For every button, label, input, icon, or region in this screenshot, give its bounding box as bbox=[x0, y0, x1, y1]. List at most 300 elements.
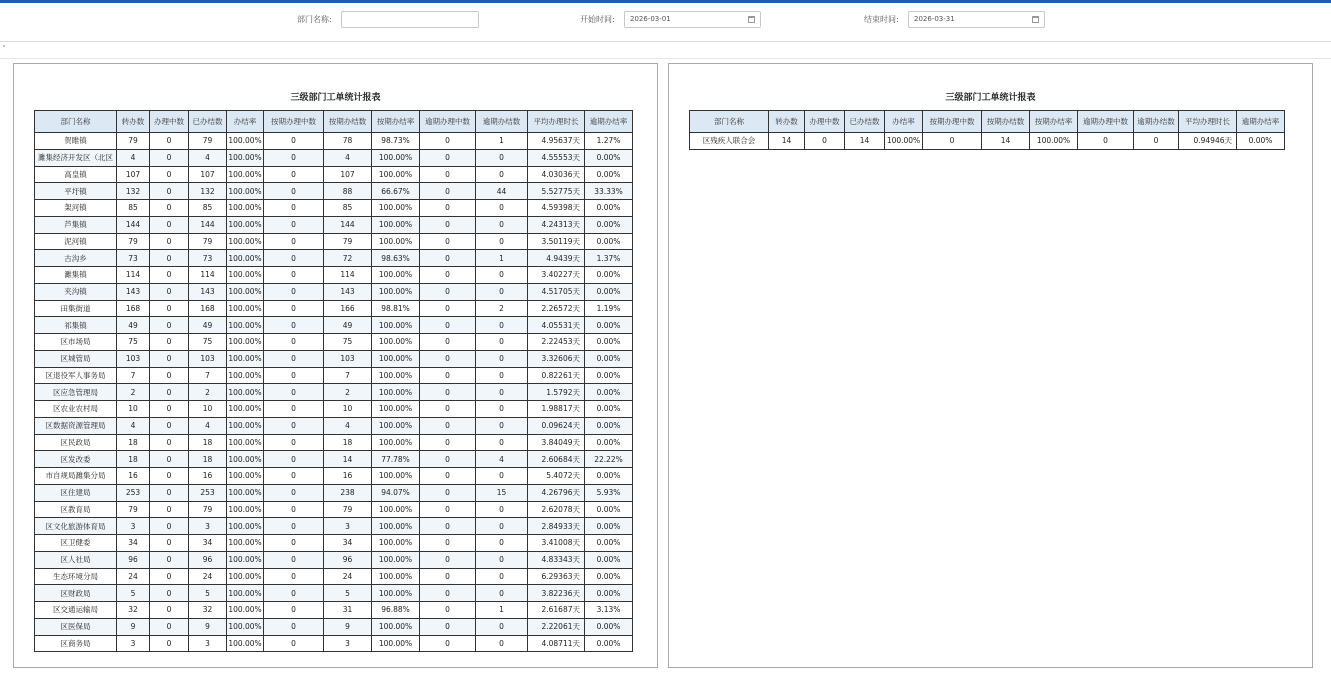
table-row bbox=[35, 568, 633, 585]
table-header-row bbox=[690, 111, 1285, 133]
table-cell: 15 bbox=[476, 484, 528, 501]
table-row bbox=[35, 551, 633, 568]
table-row bbox=[35, 602, 633, 619]
table-cell: 5 bbox=[117, 585, 150, 602]
table-cell: 100.00% bbox=[372, 350, 420, 367]
table-cell: 100.00% bbox=[372, 585, 420, 602]
table-cell: 18 bbox=[324, 434, 372, 451]
table-cell: 0 bbox=[476, 233, 528, 250]
table-cell: 1 bbox=[476, 133, 528, 150]
table-cell: 100.00% bbox=[372, 317, 420, 334]
column-header: 部门名称 bbox=[690, 111, 769, 133]
table-cell: 79 bbox=[324, 233, 372, 250]
table-cell: 0.00% bbox=[585, 200, 633, 217]
table-cell: 0 bbox=[264, 618, 324, 635]
table-cell: 0 bbox=[420, 468, 476, 485]
dept-name-cell: 区应急管理局 bbox=[35, 384, 117, 401]
table-cell: 0 bbox=[420, 149, 476, 166]
table-cell: 0 bbox=[420, 535, 476, 552]
table-cell: 9 bbox=[324, 618, 372, 635]
table-cell: 32 bbox=[189, 602, 227, 619]
table-cell: 0 bbox=[264, 350, 324, 367]
table-cell: 100.00% bbox=[885, 133, 923, 150]
table-cell: 2.61687天 bbox=[528, 602, 585, 619]
table-cell: 0 bbox=[150, 267, 189, 284]
dept-name-cell: 区文化旅游体育局 bbox=[35, 518, 117, 535]
table-cell: 100.00% bbox=[227, 551, 264, 568]
table-cell: 0 bbox=[264, 535, 324, 552]
table-cell: 4.9439天 bbox=[528, 250, 585, 267]
table-cell: 0.00% bbox=[585, 434, 633, 451]
dept-name-cell: 区数据资源管理局 bbox=[35, 417, 117, 434]
table-cell: 5 bbox=[324, 585, 372, 602]
table-cell: 0 bbox=[264, 149, 324, 166]
table-cell: 0 bbox=[476, 468, 528, 485]
table-cell: 0 bbox=[264, 401, 324, 418]
table-row bbox=[35, 434, 633, 451]
dept-name-cell: 濉集镇 bbox=[35, 267, 117, 284]
table-cell: 7 bbox=[189, 367, 227, 384]
table-cell: 100.00% bbox=[372, 149, 420, 166]
column-header: 办结率 bbox=[227, 111, 264, 133]
table-cell: 0 bbox=[264, 518, 324, 535]
table-cell: 4 bbox=[324, 417, 372, 434]
column-header: 办理中数 bbox=[150, 111, 189, 133]
table-cell: 0 bbox=[264, 602, 324, 619]
table-cell: 3 bbox=[324, 518, 372, 535]
table-cell: 100.00% bbox=[227, 149, 264, 166]
column-header: 按期办结数 bbox=[324, 111, 372, 133]
table-row bbox=[35, 200, 633, 217]
table-cell: 0 bbox=[150, 216, 189, 233]
dept-name-cell: 濉集经济开发区（北区 bbox=[35, 149, 117, 166]
table-cell: 16 bbox=[189, 468, 227, 485]
calendar-icon[interactable] bbox=[1032, 16, 1039, 23]
table-row bbox=[690, 133, 1285, 150]
table-cell: 2.84933天 bbox=[528, 518, 585, 535]
table-cell: 107 bbox=[117, 166, 150, 183]
table-cell: 0 bbox=[150, 635, 189, 652]
table-cell: 103 bbox=[117, 350, 150, 367]
table-cell: 0.00% bbox=[585, 635, 633, 652]
table-cell: 132 bbox=[189, 183, 227, 200]
calendar-icon[interactable] bbox=[748, 16, 755, 23]
table-cell: 18 bbox=[117, 434, 150, 451]
table-cell: 0 bbox=[476, 317, 528, 334]
table-cell: 100.00% bbox=[372, 367, 420, 384]
table-cell: 0 bbox=[150, 551, 189, 568]
table-cell: 72 bbox=[324, 250, 372, 267]
column-header: 转办数 bbox=[769, 111, 805, 133]
dept-name-cell: 区发改委 bbox=[35, 451, 117, 468]
table-cell: 0 bbox=[264, 334, 324, 351]
table-cell: 10 bbox=[189, 401, 227, 418]
column-header: 逾期办理中数 bbox=[420, 111, 476, 133]
table-cell: 0 bbox=[420, 434, 476, 451]
table-cell: 66.67% bbox=[372, 183, 420, 200]
table-cell: 0 bbox=[150, 618, 189, 635]
table-cell: 0 bbox=[805, 133, 845, 150]
report-table bbox=[34, 110, 633, 652]
table-cell: 100.00% bbox=[372, 434, 420, 451]
table-cell: 10 bbox=[117, 401, 150, 418]
table-cell: 0 bbox=[420, 350, 476, 367]
dept-name-cell: 平圩镇 bbox=[35, 183, 117, 200]
table-cell: 0.00% bbox=[585, 585, 633, 602]
table-row bbox=[35, 501, 633, 518]
table-cell: 24 bbox=[189, 568, 227, 585]
table-row bbox=[35, 535, 633, 552]
table-cell: 0 bbox=[264, 468, 324, 485]
table-cell: 144 bbox=[117, 216, 150, 233]
dept-name-cell: 区人社局 bbox=[35, 551, 117, 568]
table-cell: 0 bbox=[420, 551, 476, 568]
table-cell: 100.00% bbox=[227, 602, 264, 619]
dept-name-cell: 贺睢镇 bbox=[35, 133, 117, 150]
table-cell: 4 bbox=[189, 149, 227, 166]
table-cell: 0.00% bbox=[585, 149, 633, 166]
table-cell: 24 bbox=[117, 568, 150, 585]
table-cell: 0 bbox=[420, 233, 476, 250]
table-cell: 34 bbox=[117, 535, 150, 552]
column-header: 按期办结率 bbox=[1030, 111, 1078, 133]
table-cell: 4.03036天 bbox=[528, 166, 585, 183]
table-cell: 49 bbox=[324, 317, 372, 334]
table-cell: 100.00% bbox=[227, 250, 264, 267]
table-cell: 75 bbox=[117, 334, 150, 351]
table-cell: 0 bbox=[264, 250, 324, 267]
table-cell: 100.00% bbox=[227, 585, 264, 602]
table-cell: 0 bbox=[420, 501, 476, 518]
table-cell: 16 bbox=[117, 468, 150, 485]
table-cell: 3.82236天 bbox=[528, 585, 585, 602]
table-cell: 103 bbox=[189, 350, 227, 367]
table-cell: 98.63% bbox=[372, 250, 420, 267]
table-row bbox=[35, 183, 633, 200]
table-row bbox=[35, 417, 633, 434]
table-row bbox=[35, 216, 633, 233]
table-cell: 0 bbox=[476, 384, 528, 401]
table-cell: 85 bbox=[117, 200, 150, 217]
section-divider bbox=[0, 58, 1331, 59]
dept-name-cell: 架河镇 bbox=[35, 200, 117, 217]
table-cell: 22.22% bbox=[585, 451, 633, 468]
table-cell: 0 bbox=[264, 568, 324, 585]
dept-name-cell: 区教育局 bbox=[35, 501, 117, 518]
table-cell: 0 bbox=[476, 535, 528, 552]
table-cell: 0 bbox=[923, 133, 982, 150]
table-cell: 100.00% bbox=[227, 535, 264, 552]
table-cell: 0 bbox=[1134, 133, 1179, 150]
table-cell: 143 bbox=[324, 283, 372, 300]
table-cell: 100.00% bbox=[372, 535, 420, 552]
table-row bbox=[35, 484, 633, 501]
table-cell: 4.24313天 bbox=[528, 216, 585, 233]
table-row bbox=[35, 166, 633, 183]
table-cell: 100.00% bbox=[227, 417, 264, 434]
table-cell: 0 bbox=[476, 401, 528, 418]
table-cell: 0.00% bbox=[585, 551, 633, 568]
table-cell: 0 bbox=[264, 183, 324, 200]
table-cell: 49 bbox=[117, 317, 150, 334]
column-header: 转办数 bbox=[117, 111, 150, 133]
table-cell: 0 bbox=[150, 183, 189, 200]
table-cell: 33.33% bbox=[585, 183, 633, 200]
table-cell: 107 bbox=[324, 166, 372, 183]
table-cell: 253 bbox=[117, 484, 150, 501]
table-cell: 79 bbox=[189, 133, 227, 150]
table-cell: 100.00% bbox=[227, 183, 264, 200]
table-cell: 2.22061天 bbox=[528, 618, 585, 635]
table-cell: 100.00% bbox=[227, 334, 264, 351]
table-cell: 16 bbox=[324, 468, 372, 485]
table-cell: 5.4072天 bbox=[528, 468, 585, 485]
start-time-label: 开始时间: bbox=[580, 15, 615, 24]
table-cell: 0.00% bbox=[585, 618, 633, 635]
dept-name-cell: 区退役军人事务局 bbox=[35, 367, 117, 384]
table-cell: 0 bbox=[150, 166, 189, 183]
table-cell: 3 bbox=[117, 518, 150, 535]
table-cell: 0.00% bbox=[585, 350, 633, 367]
table-cell: 100.00% bbox=[227, 317, 264, 334]
dept-name-cell: 区市场局 bbox=[35, 334, 117, 351]
table-cell: 0 bbox=[150, 434, 189, 451]
table-cell: 3 bbox=[324, 635, 372, 652]
table-cell: 4 bbox=[324, 149, 372, 166]
table-cell: 144 bbox=[189, 216, 227, 233]
table-cell: 100.00% bbox=[227, 283, 264, 300]
column-header: 逾期办结率 bbox=[1237, 111, 1285, 133]
table-cell: 0 bbox=[476, 149, 528, 166]
table-cell: 3 bbox=[117, 635, 150, 652]
table-cell: 79 bbox=[117, 133, 150, 150]
table-cell: 0.00% bbox=[585, 317, 633, 334]
table-row bbox=[35, 585, 633, 602]
table-cell: 100.00% bbox=[227, 518, 264, 535]
table-cell: 0.00% bbox=[1237, 133, 1285, 150]
table-cell: 0 bbox=[264, 451, 324, 468]
table-cell: 5.52775天 bbox=[528, 183, 585, 200]
table-cell: 0 bbox=[150, 149, 189, 166]
report-panel-right bbox=[668, 63, 1313, 668]
table-cell: 100.00% bbox=[227, 350, 264, 367]
table-cell: 1.98817天 bbox=[528, 401, 585, 418]
table-cell: 0 bbox=[420, 618, 476, 635]
table-cell: 0 bbox=[150, 350, 189, 367]
table-cell: 0 bbox=[420, 216, 476, 233]
table-cell: 0 bbox=[264, 417, 324, 434]
table-cell: 100.00% bbox=[227, 501, 264, 518]
dept-name-cell: 区残疾人联合会 bbox=[690, 133, 769, 150]
table-cell: 0.00% bbox=[585, 401, 633, 418]
table-cell: 1.37% bbox=[585, 250, 633, 267]
table-cell: 0 bbox=[420, 384, 476, 401]
table-cell: 0 bbox=[150, 300, 189, 317]
table-cell: 0.00% bbox=[585, 283, 633, 300]
table-cell: 0.00% bbox=[585, 166, 633, 183]
table-cell: 0 bbox=[420, 401, 476, 418]
table-cell: 4.05531天 bbox=[528, 317, 585, 334]
end-time-label: 结束时间: bbox=[864, 15, 899, 24]
collapse-toggle-icon[interactable]: ˅ bbox=[2, 45, 6, 53]
table-cell: 0 bbox=[150, 384, 189, 401]
table-cell: 0 bbox=[420, 317, 476, 334]
table-cell: 0 bbox=[420, 300, 476, 317]
table-cell: 100.00% bbox=[227, 133, 264, 150]
table-cell: 0 bbox=[420, 283, 476, 300]
table-cell: 4.08711天 bbox=[528, 635, 585, 652]
table-cell: 0 bbox=[150, 468, 189, 485]
table-cell: 100.00% bbox=[227, 384, 264, 401]
dept-name-input[interactable] bbox=[341, 11, 479, 28]
table-cell: 96.88% bbox=[372, 602, 420, 619]
table-cell: 2.62078天 bbox=[528, 501, 585, 518]
table-row bbox=[35, 300, 633, 317]
table-cell: 0.00% bbox=[585, 267, 633, 284]
table-cell: 100.00% bbox=[372, 200, 420, 217]
table-cell: 100.00% bbox=[372, 501, 420, 518]
table-cell: 103 bbox=[324, 350, 372, 367]
table-cell: 3 bbox=[189, 635, 227, 652]
table-cell: 132 bbox=[117, 183, 150, 200]
table-cell: 3.41008天 bbox=[528, 535, 585, 552]
table-cell: 0 bbox=[150, 401, 189, 418]
table-cell: 34 bbox=[324, 535, 372, 552]
table-cell: 0.00% bbox=[585, 535, 633, 552]
table-cell: 44 bbox=[476, 183, 528, 200]
table-cell: 2 bbox=[476, 300, 528, 317]
dept-name-cell: 田集街道 bbox=[35, 300, 117, 317]
table-cell: 0 bbox=[264, 484, 324, 501]
report-panel-left bbox=[13, 63, 658, 668]
table-cell: 2 bbox=[117, 384, 150, 401]
table-cell: 18 bbox=[117, 451, 150, 468]
table-row bbox=[35, 451, 633, 468]
table-cell: 0 bbox=[150, 283, 189, 300]
table-row bbox=[35, 401, 633, 418]
table-cell: 18 bbox=[189, 434, 227, 451]
table-cell: 0 bbox=[264, 434, 324, 451]
table-cell: 0.82261天 bbox=[528, 367, 585, 384]
table-cell: 0 bbox=[150, 200, 189, 217]
table-cell: 0 bbox=[264, 501, 324, 518]
table-cell: 9 bbox=[189, 618, 227, 635]
dept-name-cell: 芦集镇 bbox=[35, 216, 117, 233]
table-cell: 0 bbox=[264, 367, 324, 384]
table-cell: 3.50119天 bbox=[528, 233, 585, 250]
table-cell: 0 bbox=[420, 200, 476, 217]
table-cell: 3 bbox=[189, 518, 227, 535]
table-cell: 4 bbox=[189, 417, 227, 434]
table-cell: 14 bbox=[769, 133, 805, 150]
table-cell: 0.00% bbox=[585, 568, 633, 585]
table-cell: 0.00% bbox=[585, 518, 633, 535]
table-cell: 32 bbox=[117, 602, 150, 619]
table-cell: 79 bbox=[324, 501, 372, 518]
table-cell: 143 bbox=[189, 283, 227, 300]
table-cell: 168 bbox=[117, 300, 150, 317]
table-cell: 100.00% bbox=[372, 568, 420, 585]
report-table bbox=[689, 110, 1285, 150]
dept-name-cell: 区财政局 bbox=[35, 585, 117, 602]
dept-name-label: 部门名称: bbox=[297, 15, 332, 24]
table-cell: 0 bbox=[476, 501, 528, 518]
table-row bbox=[35, 233, 633, 250]
table-cell: 0.00% bbox=[585, 367, 633, 384]
table-cell: 100.00% bbox=[372, 233, 420, 250]
column-header: 逾期办结数 bbox=[1134, 111, 1179, 133]
table-cell: 0 bbox=[420, 451, 476, 468]
table-cell: 0 bbox=[420, 568, 476, 585]
dept-name-cell: 区住建局 bbox=[35, 484, 117, 501]
table-row bbox=[35, 283, 633, 300]
table-cell: 100.00% bbox=[372, 267, 420, 284]
table-cell: 0 bbox=[150, 417, 189, 434]
table-cell: 0 bbox=[476, 350, 528, 367]
table-cell: 0 bbox=[150, 568, 189, 585]
dept-name-cell: 区医保局 bbox=[35, 618, 117, 635]
table-cell: 34 bbox=[189, 535, 227, 552]
table-cell: 0 bbox=[420, 133, 476, 150]
end-date-value: 2026-03-31 bbox=[914, 15, 955, 23]
table-cell: 100.00% bbox=[227, 216, 264, 233]
table-cell: 96 bbox=[324, 551, 372, 568]
start-date-picker[interactable] bbox=[624, 11, 761, 28]
table-cell: 0.00% bbox=[585, 334, 633, 351]
table-cell: 98.81% bbox=[372, 300, 420, 317]
table-cell: 4.59398天 bbox=[528, 200, 585, 217]
start-date-value: 2026-03-01 bbox=[630, 15, 671, 23]
table-cell: 100.00% bbox=[227, 635, 264, 652]
table-cell: 96 bbox=[117, 551, 150, 568]
column-header: 办理中数 bbox=[805, 111, 845, 133]
table-cell: 85 bbox=[189, 200, 227, 217]
table-cell: 4.51705天 bbox=[528, 283, 585, 300]
column-header: 按期办理中数 bbox=[923, 111, 982, 133]
table-cell: 0 bbox=[420, 635, 476, 652]
table-cell: 2.22453天 bbox=[528, 334, 585, 351]
table-cell: 143 bbox=[117, 283, 150, 300]
report-title: 三级部门工单统计报表 bbox=[290, 93, 381, 103]
column-header: 办结率 bbox=[885, 111, 923, 133]
table-cell: 0 bbox=[476, 216, 528, 233]
table-cell: 0 bbox=[420, 250, 476, 267]
column-header: 逾期办结率 bbox=[585, 111, 633, 133]
column-header: 逾期办理中数 bbox=[1078, 111, 1134, 133]
table-cell: 0 bbox=[420, 518, 476, 535]
end-date-picker[interactable] bbox=[908, 11, 1045, 28]
column-header: 逾期办结数 bbox=[476, 111, 528, 133]
table-cell: 0 bbox=[476, 551, 528, 568]
column-header: 按期办结率 bbox=[372, 111, 420, 133]
table-cell: 107 bbox=[189, 166, 227, 183]
table-cell: 0 bbox=[476, 367, 528, 384]
dept-name-cell: 区卫健委 bbox=[35, 535, 117, 552]
table-cell: 4 bbox=[476, 451, 528, 468]
table-row bbox=[35, 468, 633, 485]
table-cell: 100.00% bbox=[372, 417, 420, 434]
table-cell: 79 bbox=[189, 501, 227, 518]
table-cell: 100.00% bbox=[227, 267, 264, 284]
table-cell: 75 bbox=[324, 334, 372, 351]
table-cell: 85 bbox=[324, 200, 372, 217]
table-cell: 0 bbox=[264, 216, 324, 233]
table-cell: 0 bbox=[420, 334, 476, 351]
table-cell: 0 bbox=[150, 535, 189, 552]
dept-name-cell: 区交通运输局 bbox=[35, 602, 117, 619]
table-cell: 14 bbox=[845, 133, 885, 150]
table-cell: 0 bbox=[476, 568, 528, 585]
